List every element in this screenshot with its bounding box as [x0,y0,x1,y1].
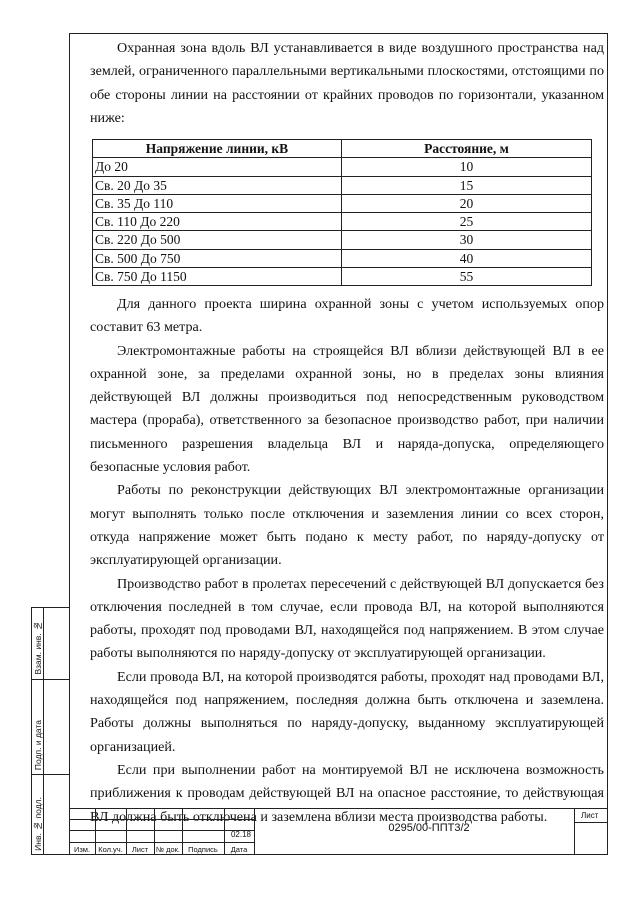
table-row [93,158,592,176]
table-row [93,231,592,249]
table-row [93,194,592,212]
table-row [93,249,592,267]
voltage-cell: Св. 220 До 500 [93,231,342,249]
table-row [93,268,592,286]
side-label-replaced: Взам. инв. № [33,621,43,675]
paragraph: Электромонтажные работы на строящейся ВЛ вблизи действующей ВЛ в ее охранной зоне, за пределами охранной зоны, но в пределах зоны влияния действующей ВЛ должны производиться под непосредственным руководством мастера (прораба), ответственного за безопасное производство работ, при наличии письменного разрешения владельца ВЛ и наряда-допуска, определяющего безопасные условия работ. [90,342,604,476]
paragraph: Если при выполнении работ на монтируемой ВЛ не исключена возможность приближения к проводам действующей ВЛ на опасное расстояние, то действующая ВЛ должна быть отключена и заземлена вблизи места производства работы. [90,761,604,825]
side-stamp [31,607,69,855]
voltage-cell: До 20 [93,158,342,176]
voltage-cell: Св. 500 До 750 [93,249,342,267]
document-code: 0295/00-ППТ3/2 [388,822,470,834]
stamp-date-value: 02.18 [230,830,252,839]
distance-cell: 25 [342,213,592,231]
table-row [93,213,592,231]
stamp-col-signature: Подпись [188,845,218,854]
stamp-col-date: Дата [230,845,248,854]
voltage-cell: Св. 110 До 220 [93,213,342,231]
paragraph: Для данного проекта ширина охранной зоны с учетом используемых опор составит 63 метра. [90,296,604,336]
title-block [69,808,608,855]
distance-cell: 55 [342,268,592,286]
side-label-inventory: Инв. № подл. [33,797,43,851]
table-row [93,176,592,194]
side-cell-signature [32,680,69,775]
table-header-voltage: Напряжение линии, кВ [93,140,342,158]
distance-cell: 10 [342,158,592,176]
paragraph: Работы по реконструкции действующих ВЛ электромонтажные организации могут выполнять только после отключения и заземления линии со всех сторон, откуда напряжение может быть подано к месту работ, по наряду-допуску от эксплуатирующей организации. [90,482,604,569]
distance-cell: 30 [342,231,592,249]
voltage-cell: Св. 35 До 110 [93,194,342,212]
voltage-cell: Св. 750 До 1150 [93,268,342,286]
paragraph: Производство работ в пролетах пересечений с действующей ВЛ допускается без отключения последней в том случае, если провода ВЛ, на которой выполняются работы, проходят под проводами ВЛ, находящейся под напряжением. В этом случае работы выполняются по наряду-допуску от эксплуатирующей организации. [90,575,604,662]
side-cell-inventory [32,775,69,855]
distance-cell: 15 [342,176,592,194]
side-cell-replaced [32,608,69,680]
body-text [90,293,604,829]
voltage-table [92,139,592,286]
distance-cell: 40 [342,249,592,267]
side-label-signature: Подп. и дата [33,719,43,770]
stamp-col-doc: № док. [155,845,181,854]
intro-paragraph: Охранная зона вдоль ВЛ устанавливается в виде воздушного пространства над землей, ограниченного параллельными вертикальными плоскостями, отстоящими по обе стороны линии на расстоянии от крайних проводов по горизонтали, указанном ниже: [90,40,604,126]
stamp-col-count: Кол.уч. [98,845,123,854]
paragraph: Если провода ВЛ, на которой производятся работы, проходят над проводами ВЛ, находящейся под напряжением, последняя должна быть отключена и заземлена. Работы должны выполняться по наряду-допуску, выданному эксплуатирующей организацией. [90,668,604,755]
stamp-col-sheet: Лист [131,845,149,854]
distance-cell: 20 [342,194,592,212]
table-header-distance: Расстояние, м [342,140,592,158]
sheet-label: Лист [581,811,599,820]
voltage-cell: Св. 20 До 35 [93,176,342,194]
intro-block [90,37,604,130]
stamp-col-change: Изм. [73,845,91,854]
